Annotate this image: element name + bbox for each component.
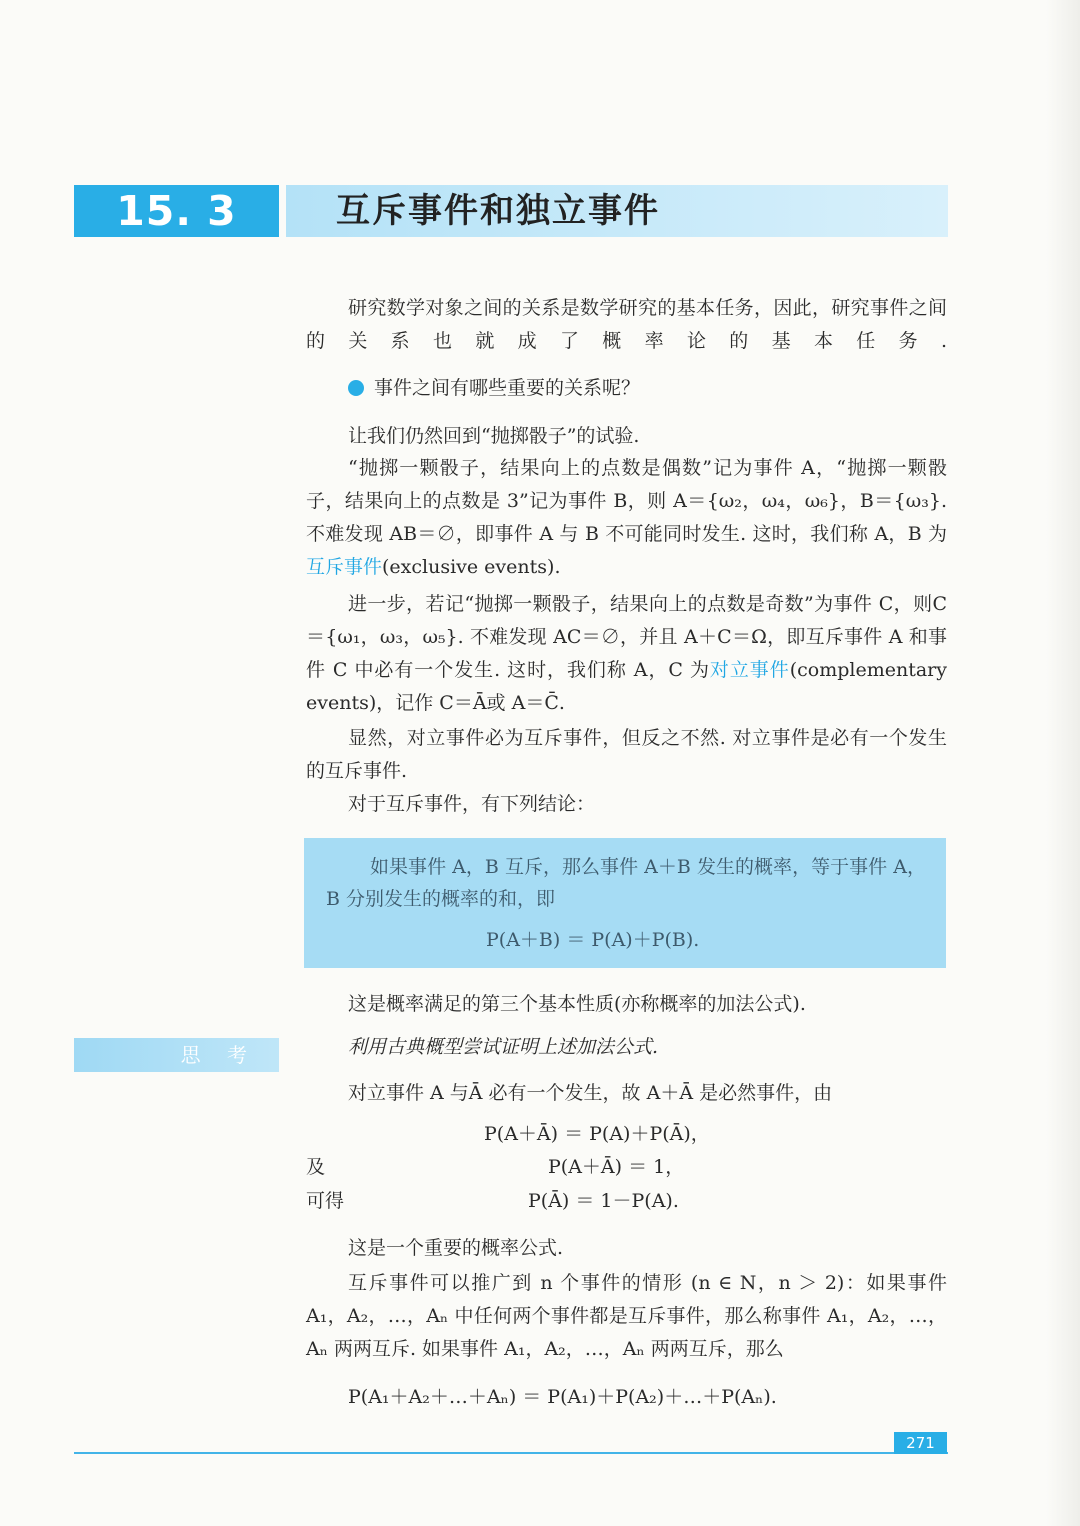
- section-number: 15. 3: [74, 185, 279, 237]
- term-complementary-english: (complementary events)，记作 C＝Ā或 A＝C̄.: [306, 659, 947, 714]
- theorem-text: 如果事件 A，B 互斥，那么事件 A＋B 发生的概率，等于事件 A，B 分别发生的概率的和，即: [326, 856, 926, 910]
- paragraph-complementary: [306, 588, 947, 720]
- page-number: 271: [894, 1432, 947, 1454]
- term-complementary-events: 对立事件: [709, 659, 790, 681]
- intro-paragraph: 研究数学对象之间的关系是数学研究的基本任务，因此，研究事件之间的关系也就成了概率论的基本任务.: [306, 297, 947, 352]
- term-exclusive-english: (exclusive events).: [382, 556, 561, 578]
- equation-2: P(A＋Ā) ＝ 1，: [548, 1156, 685, 1178]
- guiding-question: [348, 372, 948, 405]
- footer-rule: [74, 1452, 948, 1454]
- label-therefore: 可得: [306, 1190, 345, 1212]
- paragraph-important: 这是一个重要的概率公式.: [348, 1237, 564, 1259]
- term-exclusive-events: 互斥事件: [306, 556, 383, 578]
- think-label: 思 考: [74, 1038, 279, 1072]
- label-and: 及: [306, 1156, 326, 1178]
- paragraph-complementary-text: 进一步，若记“抛掷一颗骰子，结果向上的点数是奇数”为事件 C，则C＝{ω₁，ω₃，ω₅}. 不难发现 AC＝∅，并且 A＋C＝Ω，即互斥事件 A 和事件 C 中必有一个发生. 这时，我们称 A，C 为: [306, 593, 947, 681]
- exercise-text: 利用古典概型尝试证明上述加法公式.: [348, 1036, 659, 1058]
- section-title: 互斥事件和独立事件: [336, 191, 660, 231]
- paragraph-third-property: 这是概率满足的第三个基本性质(亦称概率的加法公式).: [348, 993, 806, 1015]
- equation-1: P(A＋Ā) ＝ P(A)＋P(Ā)，: [484, 1123, 710, 1145]
- paragraph-dice: 让我们仍然回到“抛掷骰子”的试验.: [348, 425, 640, 447]
- paragraph-complement-proof: 对立事件 A 与Ā 必有一个发生，故 A＋Ā 是必然事件，由: [348, 1082, 833, 1104]
- equation-general: P(A₁＋A₂＋…＋Aₙ) ＝ P(A₁)＋P(A₂)＋…＋P(Aₙ).: [348, 1386, 777, 1408]
- bullet-icon: [348, 380, 364, 396]
- paragraph-obviously: 显然，对立事件必为互斥事件，但反之不然. 对立事件是必有一个发生的互斥事件.: [306, 727, 947, 782]
- question-text: 事件之间有哪些重要的关系呢？: [374, 377, 641, 399]
- paragraph-generalization: 互斥事件可以推广到 n 个事件的情形 (n ∈ N，n ＞ 2)：如果事件 A₁，A₂，…，Aₙ 中任何两个事件都是互斥事件，那么称事件 A₁，A₂，…，Aₙ 两两互斥. 如果事件 A₁，A₂，…，Aₙ 两两互斥，那么: [306, 1272, 947, 1360]
- theorem-formula: P(A＋B) ＝ P(A)＋P(B).: [486, 929, 700, 951]
- paragraph-exclusive: [306, 452, 947, 584]
- paragraph-exclusive-text: “抛掷一颗骰子，结果向上的点数是偶数”记为事件 A，“抛掷一颗骰子，结果向上的点数是 3”记为事件 B，则 A＝{ω₂，ω₄，ω₆}，B＝{ω₃}. 不难发现 AB＝∅，即事件 A 与 B 不可能同时发生. 这时，我们称 A，B 为: [306, 457, 947, 545]
- paragraph-conclusion-intro: 对于互斥事件，有下列结论：: [348, 793, 596, 815]
- equation-3: P(Ā) ＝ 1－P(A).: [528, 1190, 679, 1212]
- page-edge-shadow: [1046, 0, 1080, 1526]
